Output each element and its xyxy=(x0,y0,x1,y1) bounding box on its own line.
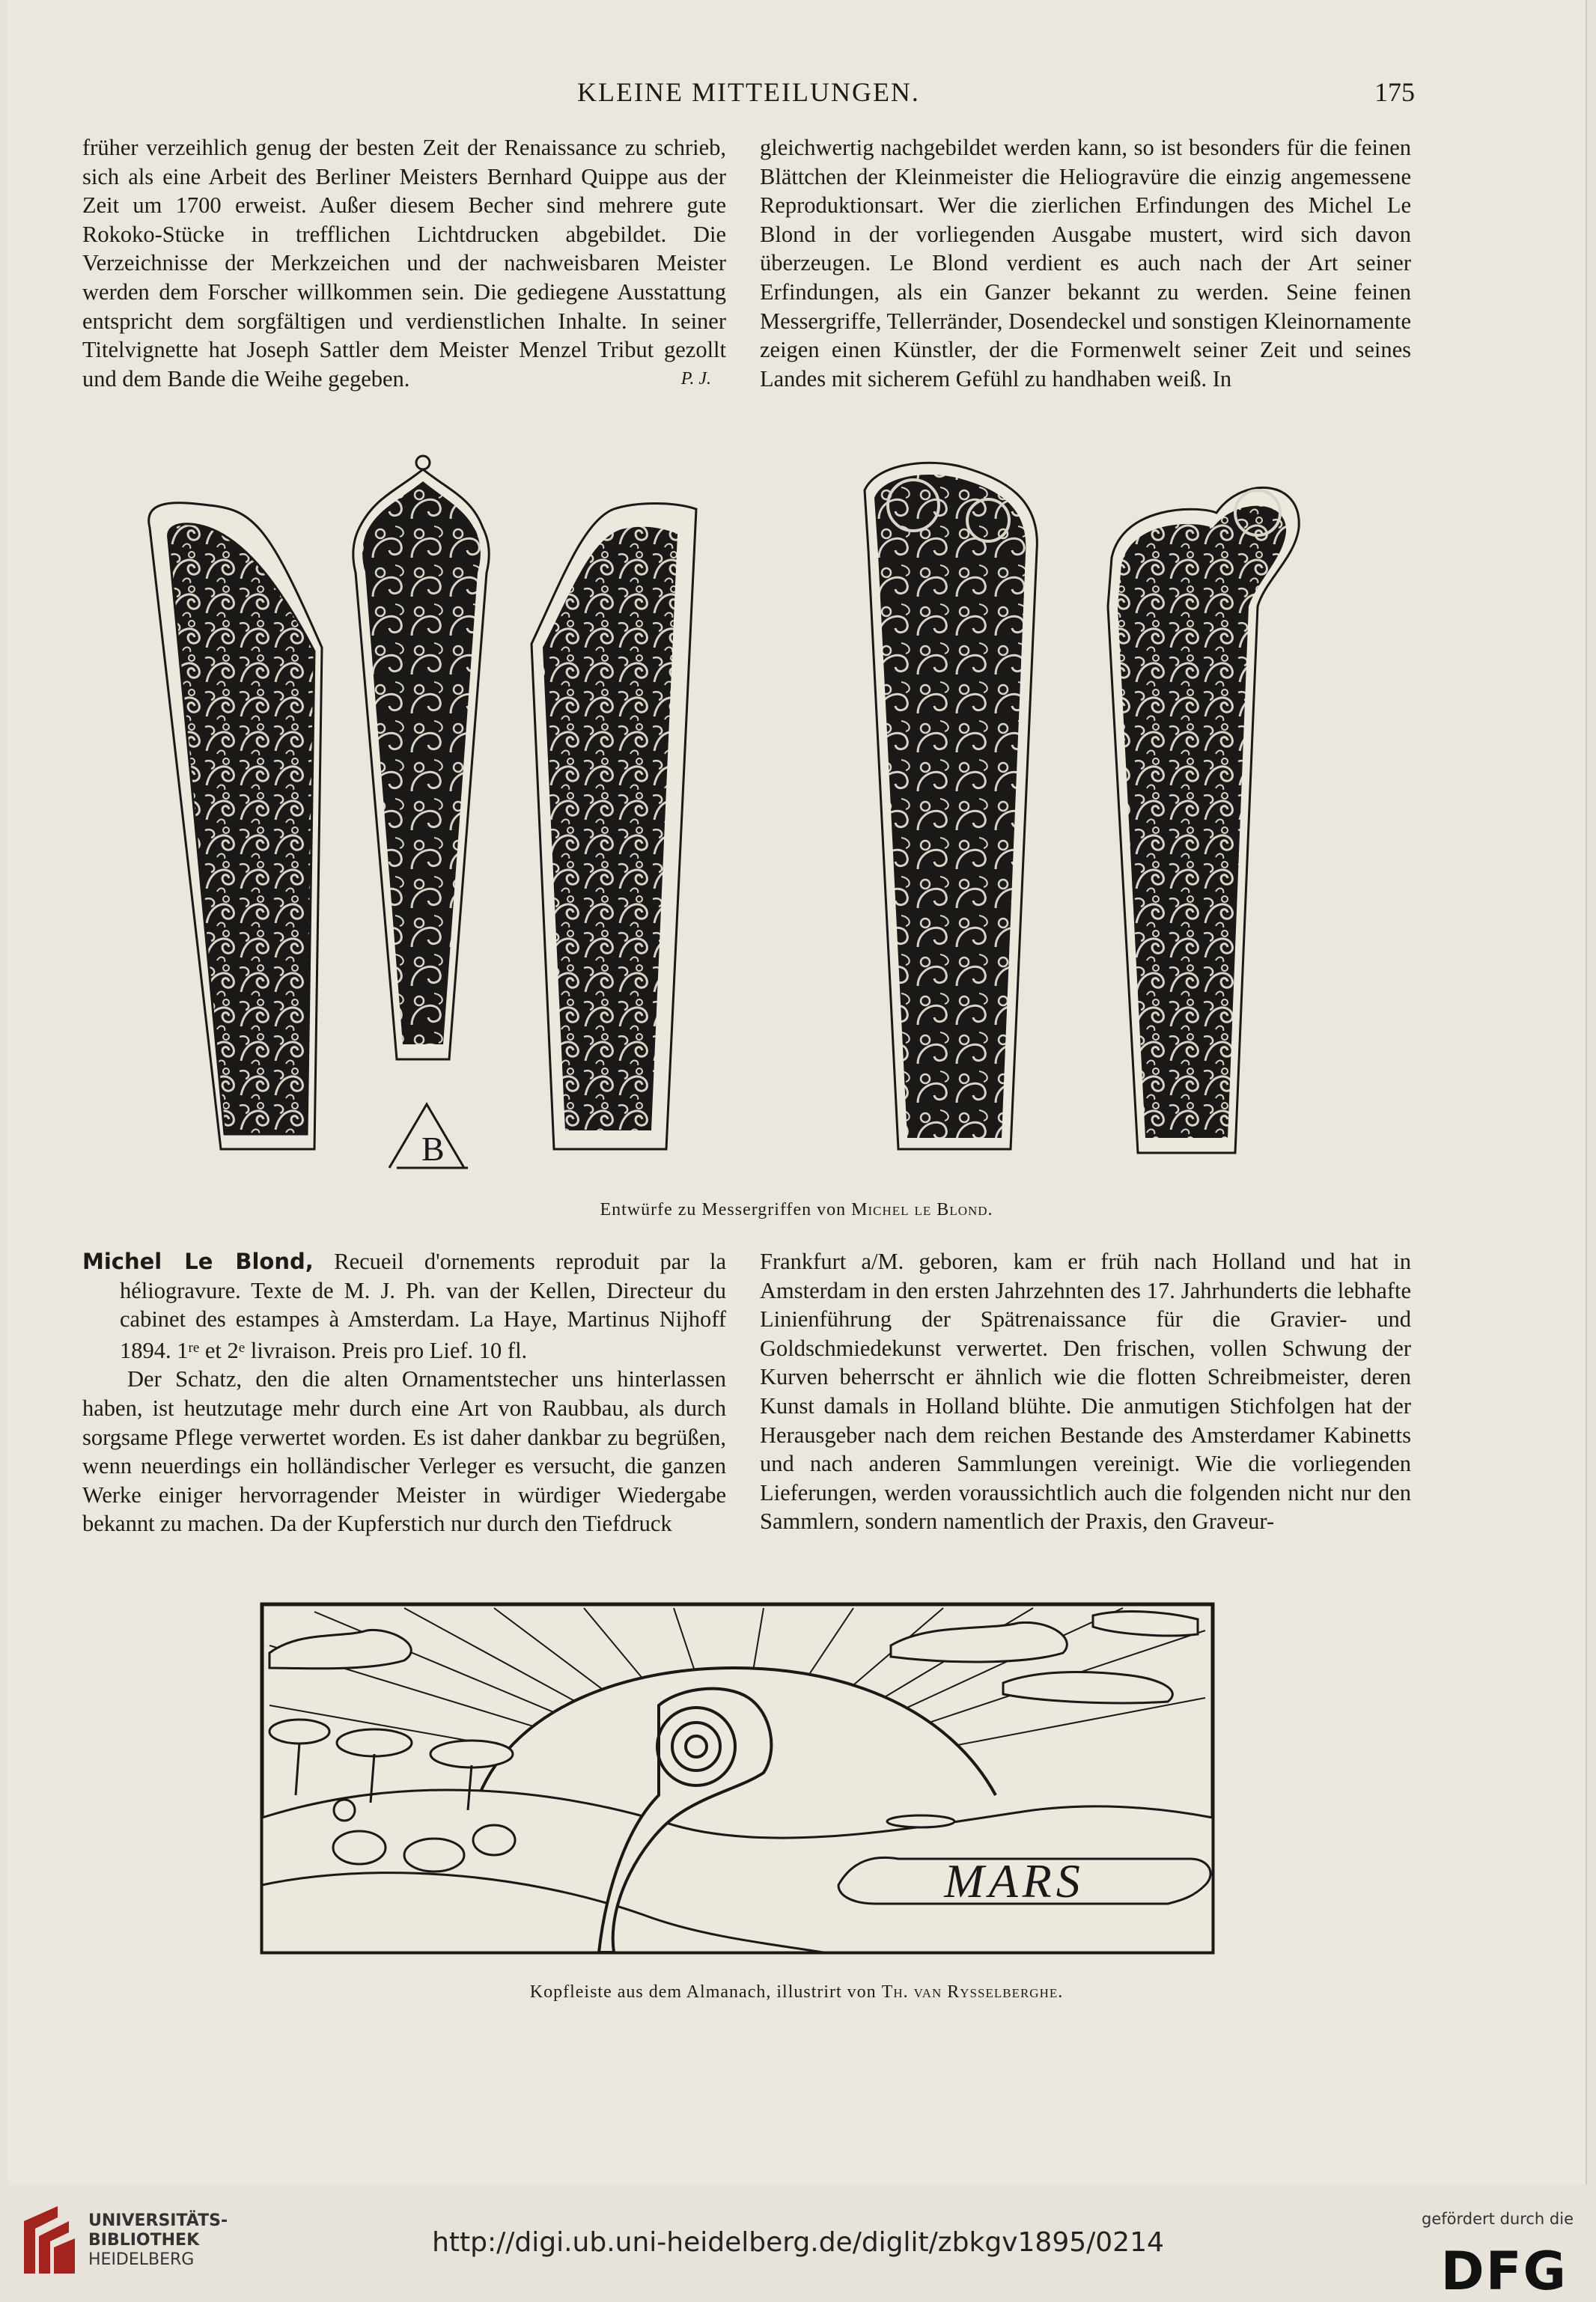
author-initials: P. J. xyxy=(680,369,711,389)
figure-caption-1 xyxy=(7,1200,1586,1220)
column-top-left xyxy=(82,133,726,394)
caption-name: Michel le Blond. xyxy=(851,1200,993,1219)
knife-handles-figure xyxy=(135,445,1303,1183)
mars-headpiece-figure xyxy=(255,1601,1228,1960)
caption-text: Entwürfe zu Messergriffen von xyxy=(600,1200,847,1219)
column-bottom-left xyxy=(82,1247,726,1538)
banner xyxy=(838,1854,1210,1907)
paragraph: früher verzeihlich genug der besten Zeit der Renaissance zu schrieb, sich als eine Arbeit des Berliner Meisters Bernhard Quippe aus der Zeit um 1700 erweist. Außer diesem Becher sind mehrere gute Rokoko-Stücke in trefflichen Lichtdrucken abgebildet. Die Verzeichnisse der Merkzeichen und der nachweisbaren Meister werden dem Forscher willkommen sein. Die gediegene Ausstattung entspricht dem sorgfältigen und verdienstlichen Inhalte. In seiner Titelvignette hat Joseph Sattler dem Meister Menzel Tribut gezollt und dem Bande die Weihe gegeben. xyxy=(82,135,726,392)
banner-word: MARS xyxy=(944,1854,1085,1907)
paragraph: Der Schatz, den die alten Ornamentstecher uns hinterlassen haben, ist heutzutage mehr durch eine Art von Raubbau, als durch sorgsame Pflege verwertet worden. Es ist daher dankbar zu begrüßen, wenn neuerdings ein holländischer Verleger es versucht, die ganzen Werke einiger hervorragender Meister in würdiger Wiedergabe bekannt zu machen. Da der Kupferstich nur durch den Tiefdruck xyxy=(82,1366,726,1537)
knife-handle-5 xyxy=(1108,487,1299,1153)
review-citation: Michel Le Blond, Recueil d'ornements reproduit par la héliogravure. Texte de M. J. Ph. van der Kellen, Directeur du cabinet des estampes à Amsterdam. La Haye, Martinus Nijhoff 1894. 1re et 2e livraison. Preis pro Lief. 10 fl. xyxy=(82,1249,727,1363)
figure-caption-2 xyxy=(7,1982,1586,2003)
knife-handle-3 xyxy=(532,504,696,1150)
caption-name: Th. van Rysselberghe. xyxy=(881,1982,1064,2002)
dfg-logo: DFG xyxy=(1440,2241,1568,2302)
running-title: KLEINE MITTEILUNGEN. xyxy=(577,77,920,107)
paragraph: gleichwertig nachgebildet werden kann, so ist besonders für die feinen Blättchen der Kleinmeister die Heliogravüre die einzig angemessene Reproduktionsart. Wer die zierlichen Erfindungen des Michel Le Blond in der vorliegenden Ausgabe mustert, wird sich davon überzeugen. Le Blond verdient es auch nach der Art seiner Erfindungen, als ein Ganzer bekannt zu werden. Seine feinen Messergriffe, Tellerränder, Dosendeckel und sonstigen Kleinornamente zeigen einen Künstler, der die Formenwelt seiner Zeit und seines Landes mit sicherem Gefühl zu handhaben weiß. In xyxy=(760,135,1411,392)
paragraph: Frankfurt a/M. geboren, kam er früh nach Holland und hat in Amsterdam in den ersten Jahrzehnten des 17. Jahrhunderts die lebhafte Linienführung der Spätrenaissance für die Gravier- und Goldschmiedekunst verwertet. Den frischen, vollen Schwung der Kurven beherrscht er ähnlich wie die flotten Schreibmeister, deren Kunst damals in Holland blühte. Die anmutigen Stichfolgen hat der Herausgeber nach dem reichen Bestande des Amsterdamer Kabinetts und nach anderen Sammlungen vereinigt. Wie die vorliegenden Lieferungen, werden voraussichtlich auch die folgenden nicht nur den Sammlern, sondern namentlich der Praxis, den Graveur- xyxy=(760,1249,1411,1535)
knife-handle-4 xyxy=(865,463,1037,1149)
page-number: 175 xyxy=(1374,77,1415,107)
monogram-letter: B xyxy=(421,1130,445,1168)
library-name: UNIVERSITÄTS- BIBLIOTHEK HEIDELBERG xyxy=(88,2211,228,2269)
review-author: Michel Le Blond, xyxy=(82,1249,314,1274)
caption-text: Kopfleiste aus dem Almanach, illustrirt von xyxy=(529,1982,877,2002)
column-bottom-right xyxy=(760,1247,1411,1536)
digitization-footer xyxy=(0,2184,1596,2301)
knife-handle-1 xyxy=(149,503,322,1149)
column-top-right xyxy=(760,133,1411,393)
knife-handle-2 xyxy=(353,456,490,1059)
source-url-link[interactable]: http://digi.ub.uni-heidelberg.de/diglit/zbkgv1895/0214 xyxy=(432,2227,1164,2258)
running-head xyxy=(82,76,1415,114)
monogram-mark xyxy=(389,1104,468,1168)
page xyxy=(7,0,1587,2184)
funding-note: gefördert durch die xyxy=(1422,2210,1574,2228)
